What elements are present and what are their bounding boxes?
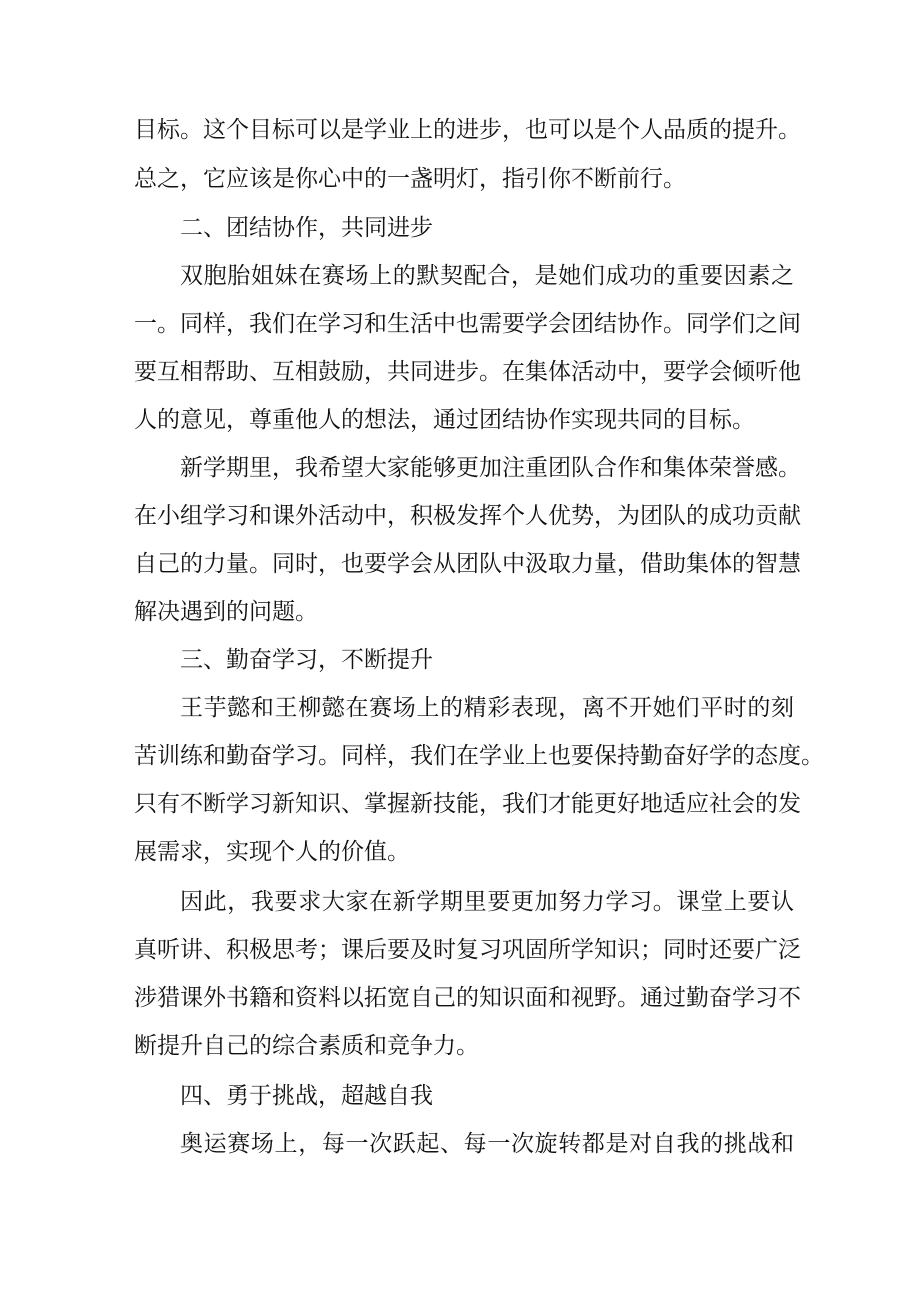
paragraph-line: 要互相帮助、互相鼓励，共同进步。在集体活动中，要学会倾听他	[134, 359, 801, 385]
paragraph-line: 王芋懿和王柳懿在赛场上的精彩表现，离不开她们平时的刻	[180, 695, 794, 721]
section-heading-2: 二、团结协作，共同进步	[180, 215, 433, 241]
paragraph-line: 解决遇到的问题。	[134, 599, 318, 625]
paragraph-line: 苦训练和勤奋学习。同样，我们在学业上也要保持勤奋好学的态度。	[134, 743, 824, 769]
paragraph-line: 双胞胎姐妹在赛场上的默契配合，是她们成功的重要因素之	[180, 263, 794, 289]
section-heading-3: 三、勤奋学习，不断提升	[180, 647, 433, 673]
paragraph-line: 人的意见，尊重他人的想法，通过团结协作实现共同的目标。	[134, 407, 755, 433]
paragraph-line: 真听讲、积极思考；课后要及时复习巩固所学知识；同时还要广泛	[134, 937, 801, 963]
paragraph-line: 因此，我要求大家在新学期里要更加努力学习。课堂上要认	[180, 889, 794, 915]
paragraph-line: 目标。这个目标可以是学业上的进步，也可以是个人品质的提升。	[134, 117, 801, 143]
section-heading-4: 四、勇于挑战，超越自我	[180, 1083, 433, 1109]
paragraph-line: 新学期里，我希望大家能够更加注重团队合作和集体荣誉感。	[180, 455, 801, 481]
paragraph-line: 只有不断学习新知识、掌握新技能，我们才能更好地适应社会的发	[134, 791, 801, 817]
paragraph-line: 奥运赛场上，每一次跃起、每一次旋转都是对自我的挑战和	[180, 1131, 794, 1157]
paragraph-line: 在小组学习和课外活动中，积极发挥个人优势，为团队的成功贡献	[134, 503, 801, 529]
paragraph-line: 展需求，实现个人的价值。	[134, 839, 410, 865]
paragraph-line: 断提升自己的综合素质和竞争力。	[134, 1033, 479, 1059]
paragraph-line: 自己的力量。同时，也要学会从团队中汲取力量，借助集体的智慧	[134, 551, 801, 577]
paragraph-line: 总之，它应该是你心中的一盏明灯，指引你不断前行。	[134, 166, 686, 192]
paragraph-line: 涉猎课外书籍和资料以拓宽自己的知识面和视野。通过勤奋学习不	[134, 985, 801, 1011]
paragraph-line: 一。同样，我们在学习和生活中也需要学会团结协作。同学们之间	[134, 311, 801, 337]
